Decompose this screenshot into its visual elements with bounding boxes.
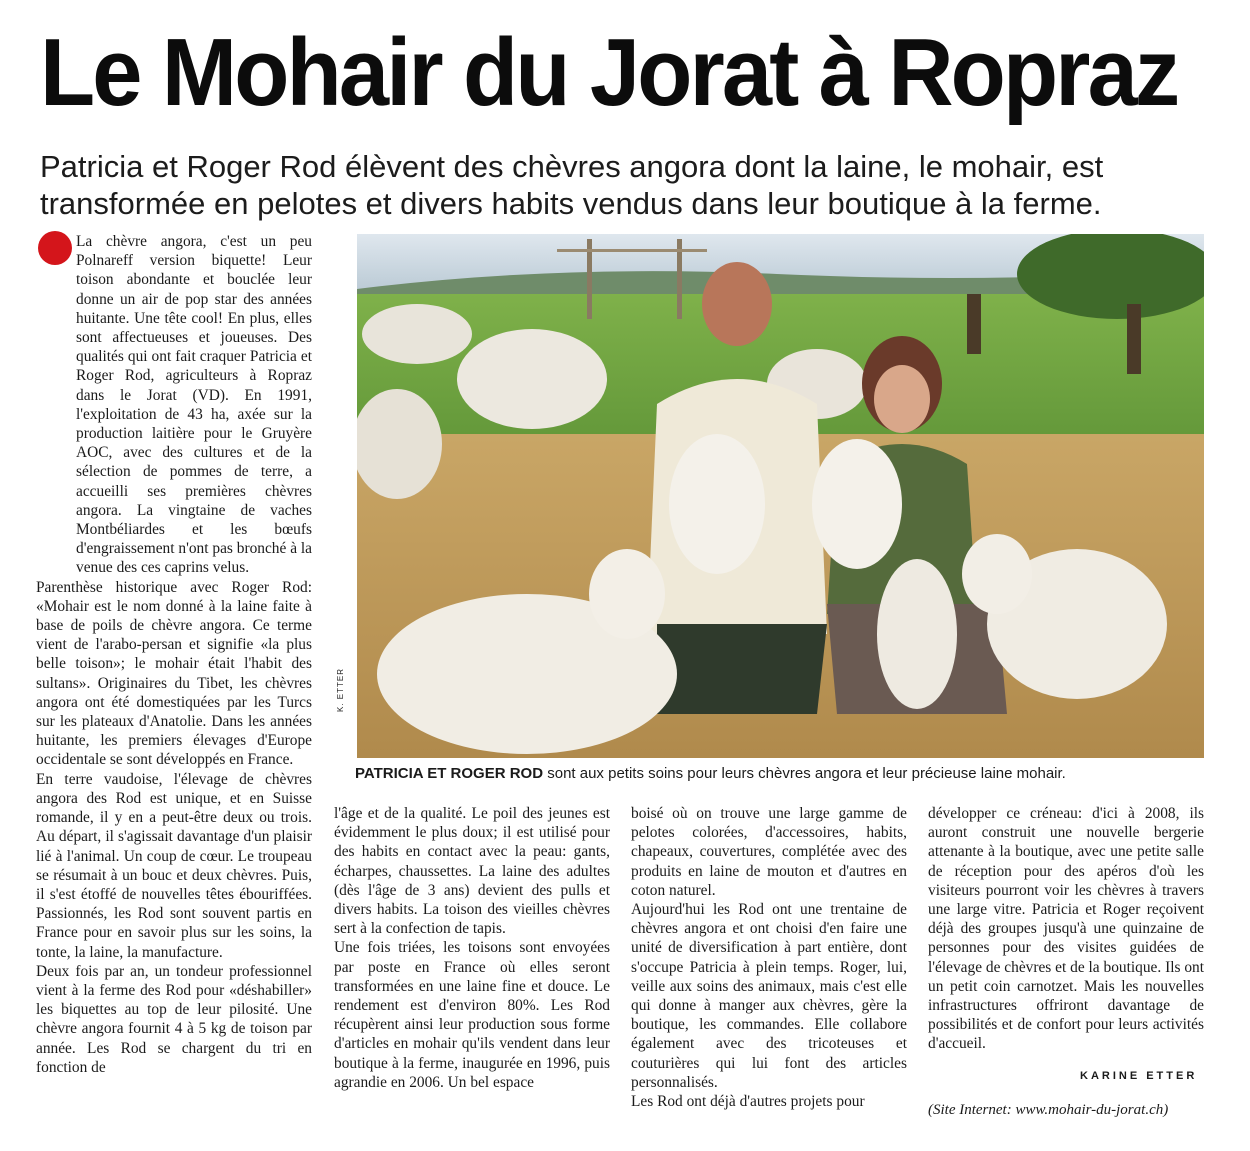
subheadline: Patricia et Roger Rod élèvent des chèvres angora dont la laine, le mohair, est transformée en pelotes et divers habits vendus dans leur boutique à la ferme. — [40, 149, 1104, 221]
farm-photo — [357, 234, 1204, 758]
caption-text: sont aux petits soins pour leurs chèvres angora et leur précieuse laine mohair. — [543, 765, 1066, 782]
paragraph: Aujourd'hui les Rod ont une trentaine de chèvres angora et ont choisi d'en faire une unité de diversification à part entière, dont s'occupe Patricia à plein temps. Roger, lui, veille aux soins des animaux, mais c'est elle qui donne à manger aux chèvres, gère la boutique, les commandes. Elle collabore également avec des tricoteuses et couturières qui lui font des articles personnalisés. — [631, 901, 907, 1091]
column-2 — [334, 804, 610, 1092]
paragraph: Les Rod ont déjà d'autres projets pour — [631, 1093, 865, 1111]
column-4 — [928, 804, 1204, 1054]
paragraph: l'âge et de la qualité. Le poil des jeunes est évidemment le plus doux; il est utilisé pour des habits en contact avec la peau: gants, écharpes, chaussettes. La laine des adultes (dès l'âge de 3 ans) devient des pulls et divers habits. La toison des vieilles chèvres sert à la confection de tapis. — [334, 805, 610, 938]
paragraph: Parenthèse historique avec Roger Rod: «Mohair est le nom donné à la laine faite à base de poils de chèvre angora. Ce terme vient de l'arabo-persan et signifie «la plus belle toison»; le mohair était l'habit des sultans». Originaires du Tibet, les chèvres angora ont été domestiquées par les Turcs sur les plateaux d'Anatolie. Dans les années huitante, les premiers élevages d'Europe occidentale se sont développés en France. — [36, 578, 312, 769]
author-byline: KARINE ETTER — [1080, 1070, 1198, 1082]
paragraph: Une fois triées, les toisons sont envoyées par poste en France où elles seront transformées en une laine fine et douce. Le rendement est d'environ 80%. Les Rod récupèrent ainsi leur production sous forme d'articles en mohair qu'ils vendent dans leur boutique à la ferme, inaugurée en 1996, puis agrandie en 2006. Un bel espace — [334, 939, 610, 1091]
column-3 — [631, 804, 907, 1111]
paragraph: boisé où on trouve une large gamme de pelotes colorées, d'accessoires, habits, chapeaux, couvertures, complétée avec des produits en laine de mouton et d'autres en coton naturel. — [631, 805, 907, 899]
photo-caption — [355, 764, 1215, 784]
column-1 — [36, 232, 312, 1077]
photo-credit: K. ETTER — [336, 667, 345, 712]
headline: Le Mohair du Jorat à Ropraz — [40, 19, 1178, 126]
paragraph: Deux fois par an, un tondeur professionnel vient à la ferme des Rod pour «déshabiller» les biquettes au top de leur pilosité. Une chèvre angora fournit 4 à 5 kg de toison par année. Les Rod se chargent du tri en fonction de — [36, 962, 312, 1076]
goats-photo-illustration — [357, 234, 1204, 758]
website-reference: (Site Internet: www.mohair-du-jorat.ch) — [928, 1102, 1169, 1118]
paragraph: En terre vaudoise, l'élevage de chèvres angora des Rod est unique, et en Suisse romande, il y en a peut-être deux ou trois. Au départ, il s'agissait davantage d'un plaisir lié à l'animal. Un coup de cœur. Le troupeau se résumait à un bouc et deux chèvres. Puis, il s'est étoffé de nouvelles têtes ébouriffées. Passionnés, les Rod sont souvent partis en France pour en savoir plus sur les soins, la tonte, la laine, la manufacture. — [36, 770, 312, 961]
paragraph: développer ce créneau: d'ici à 2008, ils auront construit une nouvelle bergerie attenante à la boutique, avec une petite salle de réception pour des apéros d'où les visiteurs pourront voir les chèvres à travers une large vitre. Patricia et Roger reçoivent déjà des groupes jusqu'à une quinzaine de personnes pour des visites guidées de l'élevage de chèvres et de la boutique. Ils ont un petit coin carnotzet. Mais les nouvelles infrastructures offriront davantage de possibilités et de confort pour leurs activités d'accueil. — [928, 805, 1204, 1053]
caption-names: PATRICIA ET ROGER ROD — [355, 765, 544, 782]
paragraph: La chèvre angora, c'est un peu Polnareff version biquette! Leur toison abondante et bouclée leur donne un air de pop star des années huitante. Une tête cool! En plus, elles sont affectueuses et joueuses. Des qualités qui ont fait craquer Patricia et Roger Rod, agriculteurs à Ropraz dans le Jorat (VD). En 1991, l'exploitation de 43 ha, axée sur la production laitière pour le Gruyère AOC, avec des cultures et de la sélection de pommes de terre, a accueilli ses premières chèvres angora. La vingtaine de vaches Montbéliardes et les bœufs d'engraissement n'ont pas bronché à la venue des ces caprins velus. — [76, 233, 312, 577]
